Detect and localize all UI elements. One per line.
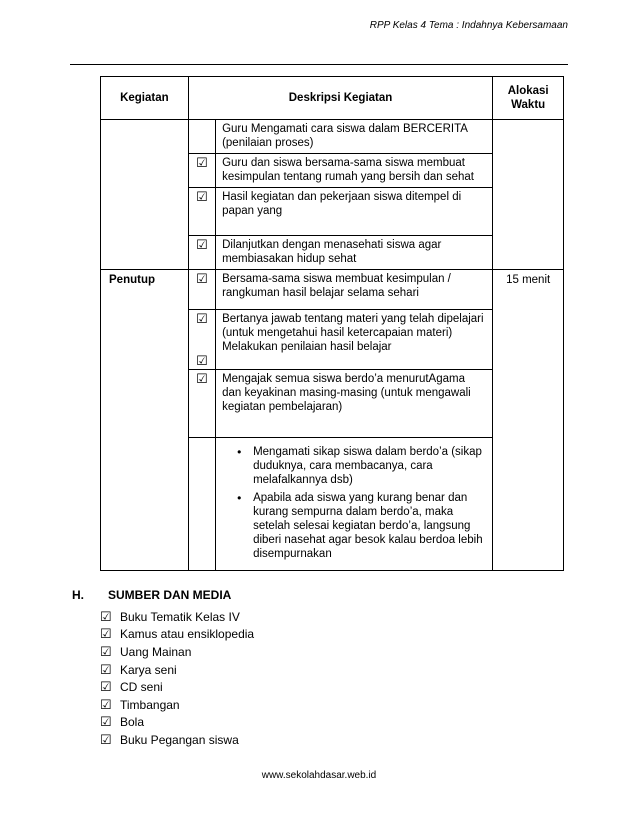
list-item bbox=[100, 643, 254, 661]
list-item bbox=[100, 678, 254, 696]
checked-box-icon: ☑ bbox=[196, 353, 208, 368]
checked-box-icon: ☑ bbox=[100, 661, 112, 677]
checked-box-icon: ☑ bbox=[188, 188, 215, 236]
section-sumber-media bbox=[72, 588, 254, 749]
checked-box-icon: ☑ bbox=[100, 731, 112, 747]
description-line: Melakukan penilaian hasil belajar bbox=[222, 341, 392, 353]
section-letter: H. bbox=[72, 588, 84, 602]
list-item bbox=[100, 731, 254, 749]
table-row bbox=[101, 270, 564, 310]
checked-box-icon: ☑ bbox=[100, 679, 112, 695]
checked-box-icon: ☑ bbox=[100, 608, 112, 624]
alokasi-waktu: 15 menit bbox=[493, 270, 564, 571]
checked-box-icon: ☑ bbox=[188, 270, 215, 310]
checked-box-icon: ☑ bbox=[100, 696, 112, 712]
page-header-title: RPP Kelas 4 Tema : Indahnya Kebersamaan bbox=[369, 20, 568, 31]
table-row bbox=[101, 120, 564, 154]
bullet-item: • Mengamati sikap siswa dalam berdo’a (sikap duduknya, cara membacanya, cara melafalkannya dsb) bbox=[239, 445, 485, 487]
checked-box-icon: ☑ bbox=[100, 714, 112, 730]
list-item-label: Timbangan bbox=[120, 697, 180, 712]
checked-box-icon: ☑ bbox=[188, 154, 215, 188]
kegiatan-cell-empty bbox=[101, 120, 189, 270]
checkbox-cell-pair bbox=[188, 310, 215, 370]
header-alokasi-line2: Waktu bbox=[511, 99, 546, 111]
checked-box-icon: ☑ bbox=[188, 236, 215, 270]
list-item bbox=[100, 661, 254, 679]
header-alokasi-line1: Alokasi bbox=[507, 85, 549, 97]
checked-box-icon: ☑ bbox=[196, 311, 208, 326]
list-item-label: Kamus atau ensiklopedia bbox=[120, 627, 255, 642]
description-cell: Bersama-sama siswa membuat kesimpulan / rangkuman hasil belajar selama sehari bbox=[216, 270, 493, 310]
list-item bbox=[100, 626, 254, 644]
section-heading bbox=[72, 588, 254, 602]
header-alokasi bbox=[493, 77, 564, 120]
bullet-item: • Apabila ada siswa yang kurang benar dan kurang sempurna dalam berdo’a, maka setelah selesai kegiatan berdo’a, langsung diberi nasehat agar besok kalau berdoa lebih disempurnakan bbox=[239, 491, 485, 561]
bullet-list bbox=[217, 439, 491, 569]
list-item bbox=[100, 696, 254, 714]
checked-box-icon: ☑ bbox=[100, 643, 112, 659]
description-line: Bertanya jawab tentang materi yang telah dipelajari (untuk mengetahui hasil ketercapaian materi) bbox=[222, 313, 484, 339]
bullet-description-cell bbox=[216, 438, 493, 571]
checked-box-icon: ☑ bbox=[188, 370, 215, 438]
activity-table bbox=[100, 76, 564, 571]
list-item-label: CD seni bbox=[120, 680, 163, 695]
list-item-label: Bola bbox=[120, 715, 145, 730]
checkbox-cell-empty bbox=[188, 120, 215, 154]
media-list bbox=[100, 608, 254, 749]
description-cell bbox=[216, 310, 493, 370]
header-deskripsi: Deskripsi Kegiatan bbox=[188, 77, 493, 120]
footer-url: www.sekolahdasar.web.id bbox=[261, 770, 377, 781]
description-cell: Mengajak semua siswa berdo’a menurutAgama dan keyakinan masing-masing (untuk mengawali kegiatan pembelajaran) bbox=[216, 370, 493, 438]
header-divider bbox=[70, 64, 568, 65]
description-cell: Guru dan siswa bersama-sama siswa membuat kesimpulan tentang rumah yang bersih dan sehat bbox=[216, 154, 493, 188]
header-kegiatan: Kegiatan bbox=[101, 77, 189, 120]
list-item-label: Karya seni bbox=[120, 662, 177, 677]
description-cell: Hasil kegiatan dan pekerjaan siswa ditempel di papan yang bbox=[216, 188, 493, 236]
list-item-label: Buku Pegangan siswa bbox=[120, 732, 239, 747]
list-item-label: Uang Mainan bbox=[120, 644, 192, 659]
list-item bbox=[100, 714, 254, 732]
description-cell: Guru Mengamati cara siswa dalam BERCERITA (penilaian proses) bbox=[216, 120, 493, 154]
checkbox-cell-empty bbox=[188, 438, 215, 571]
list-item-label: Buku Tematik Kelas IV bbox=[120, 609, 240, 624]
table-header-row bbox=[101, 77, 564, 120]
description-cell: Dilanjutkan dengan menasehati siswa agar membiasakan hidup sehat bbox=[216, 236, 493, 270]
section-title: SUMBER DAN MEDIA bbox=[108, 588, 232, 602]
list-item bbox=[100, 608, 254, 626]
checked-box-icon: ☑ bbox=[100, 626, 112, 642]
kegiatan-penutup: Penutup bbox=[101, 270, 189, 571]
alokasi-cell-empty bbox=[493, 120, 564, 270]
